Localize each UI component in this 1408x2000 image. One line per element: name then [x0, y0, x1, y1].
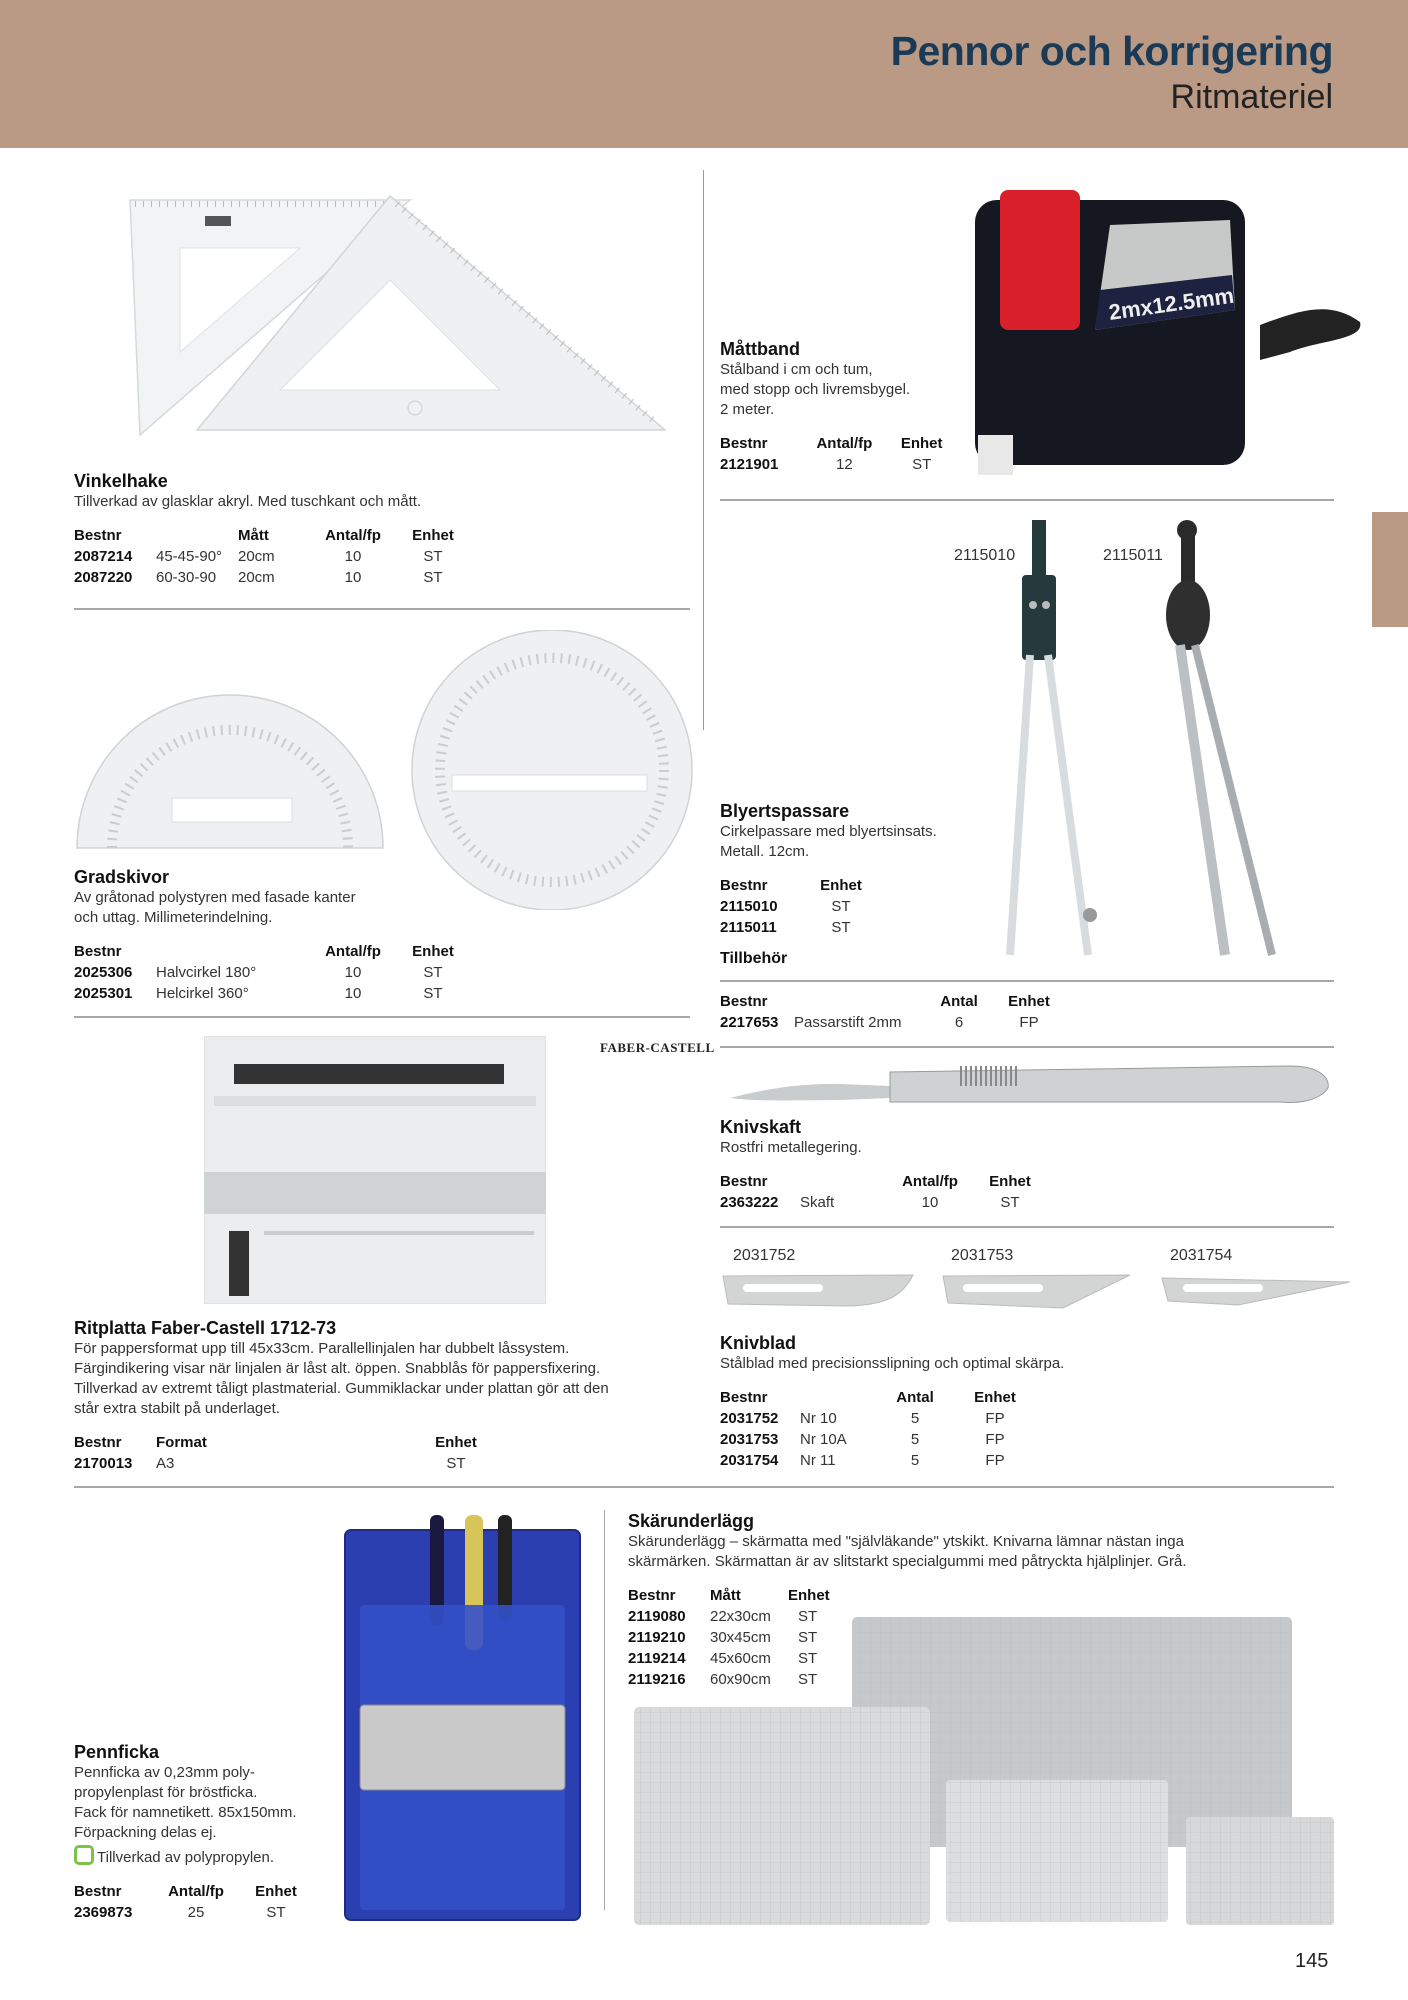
cell-bestnr: 2119216 — [628, 1671, 686, 1688]
spec-table — [720, 432, 960, 475]
cell-enhet: ST — [423, 569, 443, 586]
spec-table — [74, 524, 468, 588]
cell-enhet: ST — [446, 1455, 466, 1472]
product-description-line: och uttag. Millimeterindelning. — [74, 909, 273, 926]
table-header-row — [720, 874, 866, 896]
cell-enhet: ST — [266, 1904, 286, 1921]
product-ritplatta — [74, 1318, 694, 1474]
set-square-image — [125, 190, 670, 440]
product-description-line: skärmärken. Skärmattan är av slitstarkt specialgummi med påtryckta hjälplinjer. Grå. — [628, 1553, 1187, 1570]
product-description-line: För pappersformat upp till 45x33cm. Parallellinjalen har dubbelt låssystem. — [74, 1340, 570, 1357]
col-enhet: Enhet — [1008, 992, 1050, 1010]
section-divider — [720, 499, 1334, 501]
cell-bestnr: 2119210 — [628, 1629, 686, 1646]
blades-image — [718, 1270, 1358, 1310]
spec-table — [720, 874, 866, 938]
col-angle — [156, 524, 238, 546]
tape-label-text: 2mx12.5mm — [1107, 282, 1236, 325]
section-divider — [74, 1016, 690, 1018]
cell-bestnr: 2170013 — [74, 1455, 133, 1472]
table-row — [74, 1453, 486, 1474]
cell-format: A3 — [156, 1455, 175, 1472]
cell-angle: 60-30-90 — [156, 569, 217, 586]
product-mattband — [720, 339, 960, 475]
product-knivblad — [720, 1333, 1340, 1471]
cell-enhet: ST — [423, 964, 443, 981]
accessory-title: Tillbehör — [720, 950, 788, 967]
product-description-line: står extra stabilt på underlaget. — [74, 1400, 280, 1417]
product-description: Tillverkad av glasklar akryl. Med tuschkant och mått. — [74, 493, 422, 510]
col-antal: Antal — [896, 1388, 934, 1406]
col-bestnr: Bestnr — [74, 526, 122, 544]
cell-antal: 25 — [187, 1904, 205, 1921]
eco-note — [74, 1845, 334, 1868]
eco-leaf-icon — [74, 1845, 94, 1865]
image-label: 2031752 — [733, 1247, 796, 1264]
col-enhet: Enhet — [412, 942, 454, 960]
cell-bestnr: 2087214 — [74, 548, 133, 565]
product-description: Rostfri metallegering. — [720, 1139, 862, 1156]
cell-bestnr: 2217653 — [720, 1014, 779, 1031]
table-row — [720, 1012, 1074, 1033]
table-header-row — [720, 432, 960, 454]
col-enhet: Enhet — [989, 1172, 1031, 1190]
cell-bestnr: 2119214 — [628, 1650, 686, 1667]
cell-type: Halvcirkel 180° — [156, 964, 257, 981]
cell-matt: 20cm — [238, 548, 275, 565]
table-header-row — [628, 1584, 838, 1606]
cell-desc: Passarstift 2mm — [794, 1014, 902, 1031]
cell-bestnr: 2025301 — [74, 985, 133, 1002]
table-row — [720, 896, 866, 917]
section-divider — [720, 1046, 1334, 1048]
col-enhet: Enhet — [820, 876, 862, 894]
col-enhet: Enhet — [900, 434, 943, 452]
table-row — [720, 1192, 1050, 1213]
section-divider — [720, 1226, 1334, 1228]
accessory-table-block — [720, 978, 1340, 1033]
cell-angle: 45-45-90° — [156, 548, 223, 565]
product-description-line: Färgindikering visar när linjalen är låst alt. öppen. Snabblås för pappersfixering. — [74, 1360, 601, 1377]
product-title: Pennficka — [74, 1742, 160, 1762]
cell-bestnr: 2031752 — [720, 1410, 779, 1427]
product-description-line: Förpackning delas ej. — [74, 1824, 217, 1841]
col-enhet: Enhet — [788, 1586, 830, 1604]
page-header — [0, 0, 1408, 148]
col-bestnr: Bestnr — [74, 942, 122, 960]
col-matt: Mått — [710, 1586, 741, 1604]
cell-enhet: FP — [985, 1410, 1005, 1427]
table-row — [720, 1408, 1050, 1429]
product-knivskaft — [720, 1117, 1340, 1213]
eco-note-text: Tillverkad av polypropylen. — [97, 1849, 275, 1866]
product-gradskivor — [74, 867, 694, 1004]
cell-enhet: FP — [1019, 1014, 1039, 1031]
section-divider — [74, 608, 690, 610]
cell-bestnr: 2363222 — [720, 1194, 779, 1211]
table-row — [720, 917, 866, 938]
table-row — [720, 454, 960, 475]
product-description-line: Stålband i cm och tum, — [720, 361, 873, 378]
cell-enhet: ST — [831, 898, 851, 915]
product-description-line: Fack för namnetikett. 85x150mm. — [74, 1804, 297, 1821]
image-label: 2115011 — [1103, 547, 1163, 564]
col-desc — [800, 1170, 890, 1192]
cell-bestnr: 2369873 — [74, 1904, 133, 1921]
col-enhet: Enhet — [412, 526, 454, 544]
product-description-line: Tillverkad av extremt tåligt plastmaterial. Gummiklackar under plattan gör att den — [74, 1380, 609, 1397]
product-pennficka — [74, 1742, 334, 1923]
product-description: Stålblad med precisionsslipning och optimal skärpa. — [720, 1355, 1065, 1372]
cell-enhet: ST — [912, 456, 932, 473]
cell-antal: 10 — [344, 569, 362, 586]
table-header-row — [720, 1170, 1050, 1192]
col-antal: Antal/fp — [325, 526, 381, 544]
product-title: Knivblad — [720, 1333, 797, 1353]
product-description-line: propylenplast för bröstficka. — [74, 1784, 258, 1801]
col-format: Format — [156, 1433, 207, 1451]
product-description-line: Cirkelpassare med blyertsinsats. — [720, 823, 937, 840]
cell-antal: 10 — [344, 985, 362, 1002]
image-label: 2115010 — [954, 547, 1016, 564]
cell-matt: 22x30cm — [710, 1608, 771, 1625]
col-enhet: Enhet — [255, 1882, 297, 1900]
spec-table — [74, 1431, 486, 1474]
product-title: Ritplatta Faber-Castell 1712-73 — [74, 1318, 337, 1338]
cell-enhet: FP — [985, 1452, 1005, 1469]
col-type — [156, 940, 308, 962]
col-bestnr: Bestnr — [720, 1172, 768, 1190]
cell-bestnr: 2031754 — [720, 1452, 779, 1469]
product-description-line: Pennficka av 0,23mm poly- — [74, 1764, 255, 1781]
col-bestnr: Bestnr — [720, 876, 768, 894]
cell-antal: 5 — [910, 1410, 920, 1427]
cell-enhet: ST — [423, 548, 443, 565]
product-title: Vinkelhake — [74, 471, 168, 491]
table-row — [74, 983, 468, 1004]
cell-matt: 30x45cm — [710, 1629, 771, 1646]
cell-bestnr: 2031753 — [720, 1431, 779, 1448]
cell-enhet: ST — [798, 1629, 818, 1646]
spec-table — [720, 1386, 1050, 1471]
cell-matt: 20cm — [238, 569, 275, 586]
product-title: Knivskaft — [720, 1117, 802, 1137]
col-antal: Antal/fp — [902, 1172, 958, 1190]
table-header-row — [720, 990, 1074, 1012]
cell-enhet: ST — [798, 1650, 818, 1667]
col-enhet: Enhet — [435, 1433, 477, 1451]
product-description-line: 2 meter. — [720, 401, 775, 418]
spec-table — [720, 1170, 1050, 1213]
section-divider — [74, 1486, 1334, 1488]
col-antal: Antal/fp — [816, 434, 873, 452]
col-desc — [794, 990, 934, 1012]
product-description-line: Metall. 12cm. — [720, 843, 810, 860]
product-description-line: Av gråtonad polystyren med fasade kanter — [74, 889, 356, 906]
product-title: Gradskivor — [74, 867, 170, 887]
col-bestnr: Bestnr — [74, 1882, 122, 1900]
cell-antal: 10 — [921, 1194, 939, 1211]
table-header-row — [720, 1386, 1050, 1408]
col-bestnr: Bestnr — [720, 1388, 768, 1406]
col-antal: Antal/fp — [168, 1882, 224, 1900]
cell-enhet: ST — [798, 1608, 818, 1625]
cell-matt: 60x90cm — [710, 1671, 771, 1688]
page-number: 145 — [1295, 1950, 1329, 1972]
table-row — [720, 1450, 1050, 1471]
faber-castell-logo: FABER-CASTELL — [600, 1040, 715, 1055]
table-row — [74, 962, 468, 983]
spec-table — [74, 940, 468, 1004]
image-label: 2031754 — [1170, 1247, 1233, 1264]
page-title: Pennor och korrigering — [890, 28, 1333, 74]
col-antal: Antal — [940, 992, 978, 1010]
cell-desc: Skaft — [800, 1194, 835, 1211]
col-bestnr: Bestnr — [628, 1586, 676, 1604]
table-header-row — [74, 1880, 316, 1902]
col-bestnr: Bestnr — [74, 1433, 122, 1451]
cell-enhet: ST — [798, 1671, 818, 1688]
table-row — [74, 1902, 316, 1923]
image-label: 2031753 — [951, 1247, 1014, 1264]
cell-antal: 6 — [954, 1014, 964, 1031]
cell-bestnr: 2119080 — [628, 1608, 686, 1625]
drawing-board-image — [204, 1036, 546, 1304]
cell-antal: 12 — [836, 456, 853, 473]
cell-matt: 45x60cm — [710, 1650, 771, 1667]
cell-desc: Nr 10 — [800, 1410, 837, 1427]
table-header-row — [74, 1431, 486, 1453]
col-desc — [800, 1386, 890, 1408]
cell-enhet: ST — [1000, 1194, 1020, 1211]
column-divider-bottom — [604, 1510, 605, 1910]
table-row — [720, 1429, 1050, 1450]
product-title: Måttband — [720, 339, 800, 359]
cell-enhet: ST — [831, 919, 851, 936]
cell-bestnr: 2087220 — [74, 569, 133, 586]
cell-enhet: FP — [985, 1431, 1005, 1448]
cutting-mats-image — [630, 1612, 1336, 1928]
cell-bestnr: 2115010 — [720, 898, 778, 915]
product-vinkelhake — [74, 471, 694, 588]
column-divider — [703, 170, 704, 730]
cell-antal: 5 — [910, 1431, 920, 1448]
col-enhet: Enhet — [974, 1388, 1016, 1406]
product-blyertspassare — [720, 801, 1340, 969]
page-subtitle: Ritmateriel — [1170, 78, 1333, 116]
knife-handle-image — [720, 1058, 1340, 1118]
col-bestnr: Bestnr — [720, 992, 768, 1010]
product-description-line: Skärunderlägg – skärmatta med "självläkande" ytskikt. Knivarna lämnar nästan inga — [628, 1533, 1184, 1550]
table-header-row — [74, 940, 468, 962]
pen-pocket-image — [340, 1515, 585, 1925]
cell-bestnr: 2025306 — [74, 964, 133, 981]
cell-type: Helcirkel 360° — [156, 985, 249, 1002]
cell-antal: 5 — [910, 1452, 920, 1469]
col-matt: Mått — [238, 526, 269, 544]
cell-antal: 10 — [344, 548, 362, 565]
product-title: Skärunderlägg — [628, 1511, 755, 1531]
product-description-line: med stopp och livremsbygel. — [720, 381, 911, 398]
cell-bestnr: 2115011 — [720, 919, 777, 936]
cell-enhet: ST — [423, 985, 443, 1002]
tape-measure-image — [960, 180, 1370, 490]
section-tab[interactable] — [1372, 512, 1408, 627]
col-antal: Antal/fp — [325, 942, 381, 960]
col-bestnr: Bestnr — [720, 434, 768, 452]
cell-desc: Nr 10A — [800, 1431, 847, 1448]
product-title: Blyertspassare — [720, 801, 850, 821]
accessory-table — [720, 990, 1074, 1033]
table-row — [74, 567, 468, 588]
cell-desc: Nr 11 — [800, 1452, 836, 1469]
table-header-row — [74, 524, 468, 546]
table-row — [74, 546, 468, 567]
spec-table — [74, 1880, 316, 1923]
cell-antal: 10 — [344, 964, 362, 981]
cell-bestnr: 2121901 — [720, 456, 779, 473]
